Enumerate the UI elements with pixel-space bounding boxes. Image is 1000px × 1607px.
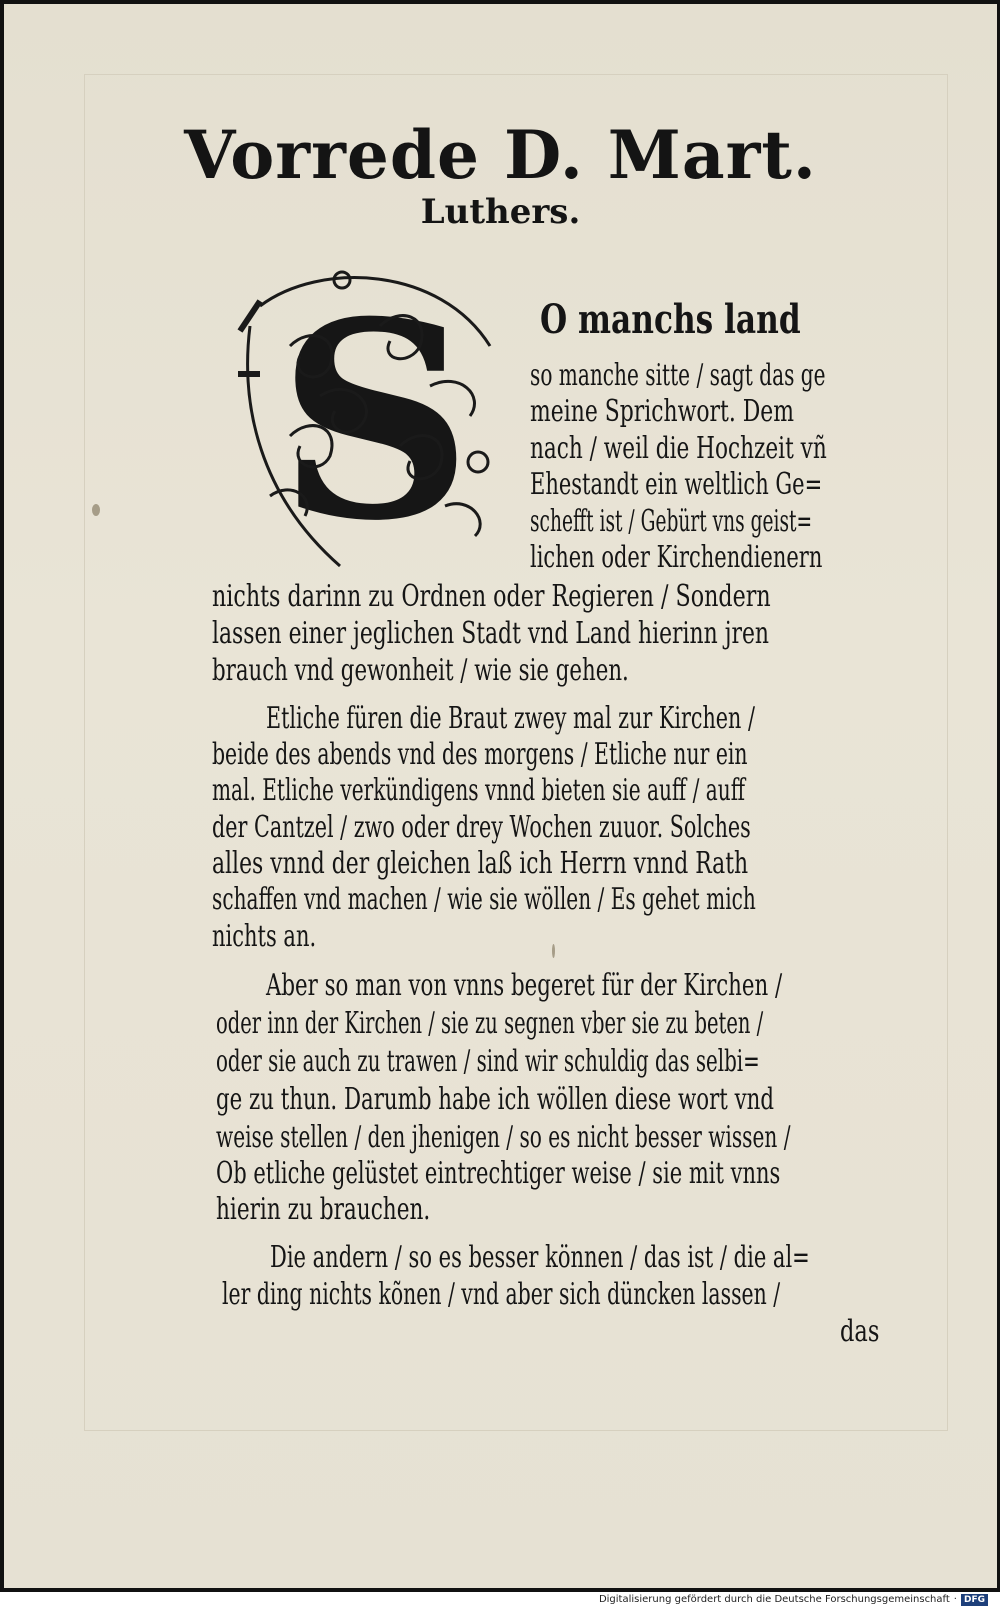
text-line: mal. Etliche verkündigens vnnd bieten sie auff / auff <box>212 773 745 808</box>
text-line: nach / weil die Hochzeit vñ <box>530 431 827 466</box>
text-line: lichen oder Kirchendienern <box>530 540 823 575</box>
text-line: ge zu thun. Darumb habe ich wöllen diese wort vnd <box>216 1082 775 1117</box>
text-line: Etliche füren die Braut zwey mal zur Kirchen / <box>266 701 755 736</box>
text-line: oder inn der Kirchen / sie zu segnen vber sie zu beten / <box>216 1006 764 1041</box>
text-line: meine Sprichwort. Dem <box>530 394 795 429</box>
credit-text: Digitalisierung gefördert durch die Deutsche Forschungsgemeinschaft <box>598 1594 950 1605</box>
document-page <box>4 4 997 1588</box>
decorated-initial-s <box>230 266 520 584</box>
text-line: O manchs land <box>540 296 801 343</box>
text-line: das <box>840 1314 880 1349</box>
text-line: oder sie auch zu trawen / sind wir schuldig das selbi= <box>216 1044 760 1079</box>
text-line: Ob etliche gelüstet eintrechtiger weise / sie mit vnns <box>216 1156 781 1191</box>
text-line: brauch vnd gewonheit / wie sie gehen. <box>212 653 629 688</box>
text-line: Die andern / so es besser können / das ist / die al= <box>270 1240 810 1275</box>
text-line: Ehestandt ein weltlich Ge= <box>530 467 823 502</box>
text-line: nichts darinn zu Ordnen oder Regieren / Sondern <box>212 579 771 614</box>
text-line: ler ding nichts kõnen / vnd aber sich düncken lassen / <box>222 1277 781 1312</box>
dfg-logo: DFG <box>961 1594 988 1606</box>
paper-stain <box>92 504 100 516</box>
text-line: lassen einer jeglichen Stadt vnd Land hierinn jren <box>212 616 770 651</box>
digitization-credit: Digitalisierung gefördert durch die Deutsche Forschungsgemeinschaft · DFG <box>599 1592 988 1607</box>
paper-stain <box>552 944 555 958</box>
svg-text:S: S <box>277 266 473 580</box>
page-subtitle: Luthers. <box>420 192 581 232</box>
text-line: hierin zu brauchen. <box>216 1192 431 1227</box>
text-line: der Cantzel / zwo oder drey Wochen zuuor. Solches <box>212 810 751 845</box>
page-title: Vorrede D. Mart. <box>184 116 817 194</box>
text-line: beide des abends vnd des morgens / Etliche nur ein <box>212 737 748 772</box>
text-line: weise stellen / den jhenigen / so es nicht besser wissen / <box>216 1120 791 1155</box>
text-line: schefft ist / Gebürt vns geist= <box>530 504 813 539</box>
text-line: nichts an. <box>212 919 317 954</box>
text-line: alles vnnd der gleichen laß ich Herrn vnnd Rath <box>212 846 749 881</box>
text-line: so manche sitte / sagt das ge <box>530 358 826 393</box>
text-line: Aber so man von vnns begeret für der Kirchen / <box>266 968 783 1003</box>
text-line: schaffen vnd machen / wie sie wöllen / Es gehet mich <box>212 882 756 917</box>
